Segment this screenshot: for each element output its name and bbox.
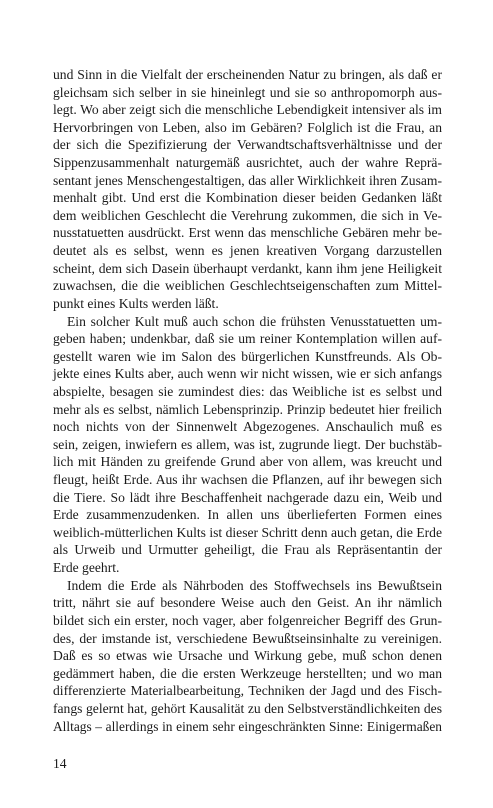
text-line: fangs gelernt hat, gehört Kausalität zu den Selbstverständlichkeiten des <box>53 700 442 716</box>
text-line: die Tiere. So lädt ihre Beschaffenheit nachgerade dazu ein, Weib und <box>53 489 442 505</box>
text-line: sentant jenes Menschengestaltigen, das aller Wirklichkeit ihren Zusam- <box>53 172 442 188</box>
text-line: bildet sich ein erster, noch vager, aber folgenreicher Begriff des Grun- <box>53 612 442 628</box>
text-line: als Urweib und Urmutter geheiligt, die Frau als Repräsentantin der <box>53 542 442 558</box>
text-line: abspielte, besagen sie zumindest dies: das Weibliche ist es selbst und <box>53 383 442 399</box>
text-line: weiblich-mütterlichen Kults ist dieser Schritt denn auch getan, die Erde <box>53 524 442 540</box>
text-line: der sich die Spezifizierung der Verwandtschaftsverhältnisse und der <box>53 137 442 153</box>
text-line: differenzierte Materialbearbeitung, Techniken der Jagd und des Fisch- <box>53 683 442 699</box>
text-line: zuwachsen, die die weiblichen Geschlechtseigenschaften zum Mittel- <box>53 278 442 294</box>
text-line: gestellt waren wie im Salon des bürgerlichen Kunstfreunds. Als Ob- <box>53 348 442 364</box>
text-line: gedämmert haben, die die ersten Werkzeuge herstellten; und wo man <box>53 665 442 681</box>
text-line: Ein solcher Kult muß auch schon die frühsten Venusstatuetten um- <box>67 313 442 329</box>
text-line: jekte eines Kults aber, auch wenn wir nicht wissen, wie er sich anfangs <box>53 366 442 382</box>
page-number: 14 <box>53 756 67 771</box>
text-line: dem weiblichen Geschlecht die Verehrung zukommen, die sich in Ve- <box>53 207 442 223</box>
text-line: menhalt gibt. Und erst die Kombination dieser beiden Gedanken läßt <box>53 190 442 206</box>
text-line: mehr als es selbst, nämlich Lebensprinzip. Prinzip bedeutet hier freilich <box>53 401 442 417</box>
text-line: Indem die Erde als Nährboden des Stoffwechsels ins Bewußtsein <box>67 577 442 593</box>
body-text <box>53 66 442 735</box>
text-line: nusstatuetten ausdrückt. Erst wenn das menschliche Gebären mehr be- <box>53 225 442 241</box>
text-line: tritt, nährt sie auf besondere Weise auch den Geist. An ihr nämlich <box>53 595 442 611</box>
text-line: punkt eines Kults werden läßt. <box>53 295 219 311</box>
text-line: Hervorbringen von Leben, also im Gebären? Folglich ist die Frau, an <box>53 119 442 135</box>
text-line: scheint, dem sich Dasein überhaupt verdankt, kann ihm jene Heiligkeit <box>53 260 442 276</box>
text-line: des, der imstande ist, verschiedene Bewußtseinsinhalte zu vereinigen. <box>53 630 442 646</box>
text-line: Daß es so etwas wie Ursache und Wirkung gebe, muß schon denen <box>53 648 442 664</box>
paragraph <box>53 66 442 313</box>
text-line: und Sinn in die Vielfalt der erscheinenden Natur zu bringen, als daß er <box>53 67 442 82</box>
text-line: Alltags – allerdings in einem sehr eingeschränkten Sinne: Einigermaßen <box>53 718 442 734</box>
text-line: deutet als es selbst, wenn es jenen kreativen Vorgang darzustellen <box>53 243 442 259</box>
text-line: gleichsam sich selber in sie hineinlegt und sie so anthropomorph aus- <box>53 84 442 100</box>
paragraph <box>53 577 442 735</box>
paragraph <box>53 313 442 577</box>
text-line: Erde zusammenzudenken. In allen uns überlieferten Formen eines <box>53 507 442 523</box>
text-line: legt. Wo aber zeigt sich die menschliche Lebendigkeit intensiver als im <box>53 102 442 118</box>
text-line: sein, zeigen, inwiefern es allem, was ist, zugrunde liegt. Der buchstäb- <box>53 436 442 452</box>
text-line: fleugt, heißt Erde. Aus ihr wachsen die Pflanzen, auf ihr bewegen sich <box>53 472 442 488</box>
text-line: Erde geehrt. <box>53 560 120 576</box>
text-line: Sippenzusammenhalt naturgemäß ausrichtet, auch der wahre Reprä- <box>53 155 442 171</box>
text-line: geben haben; undenkbar, daß sie um reiner Kontemplation willen auf- <box>53 331 442 347</box>
text-line: noch nichts von der Sinnenwelt Abgezogenes. Anschaulich muß es <box>53 419 442 435</box>
text-line: lich mit Händen zu greifende Grund aber von allem, was kreucht und <box>53 454 442 470</box>
